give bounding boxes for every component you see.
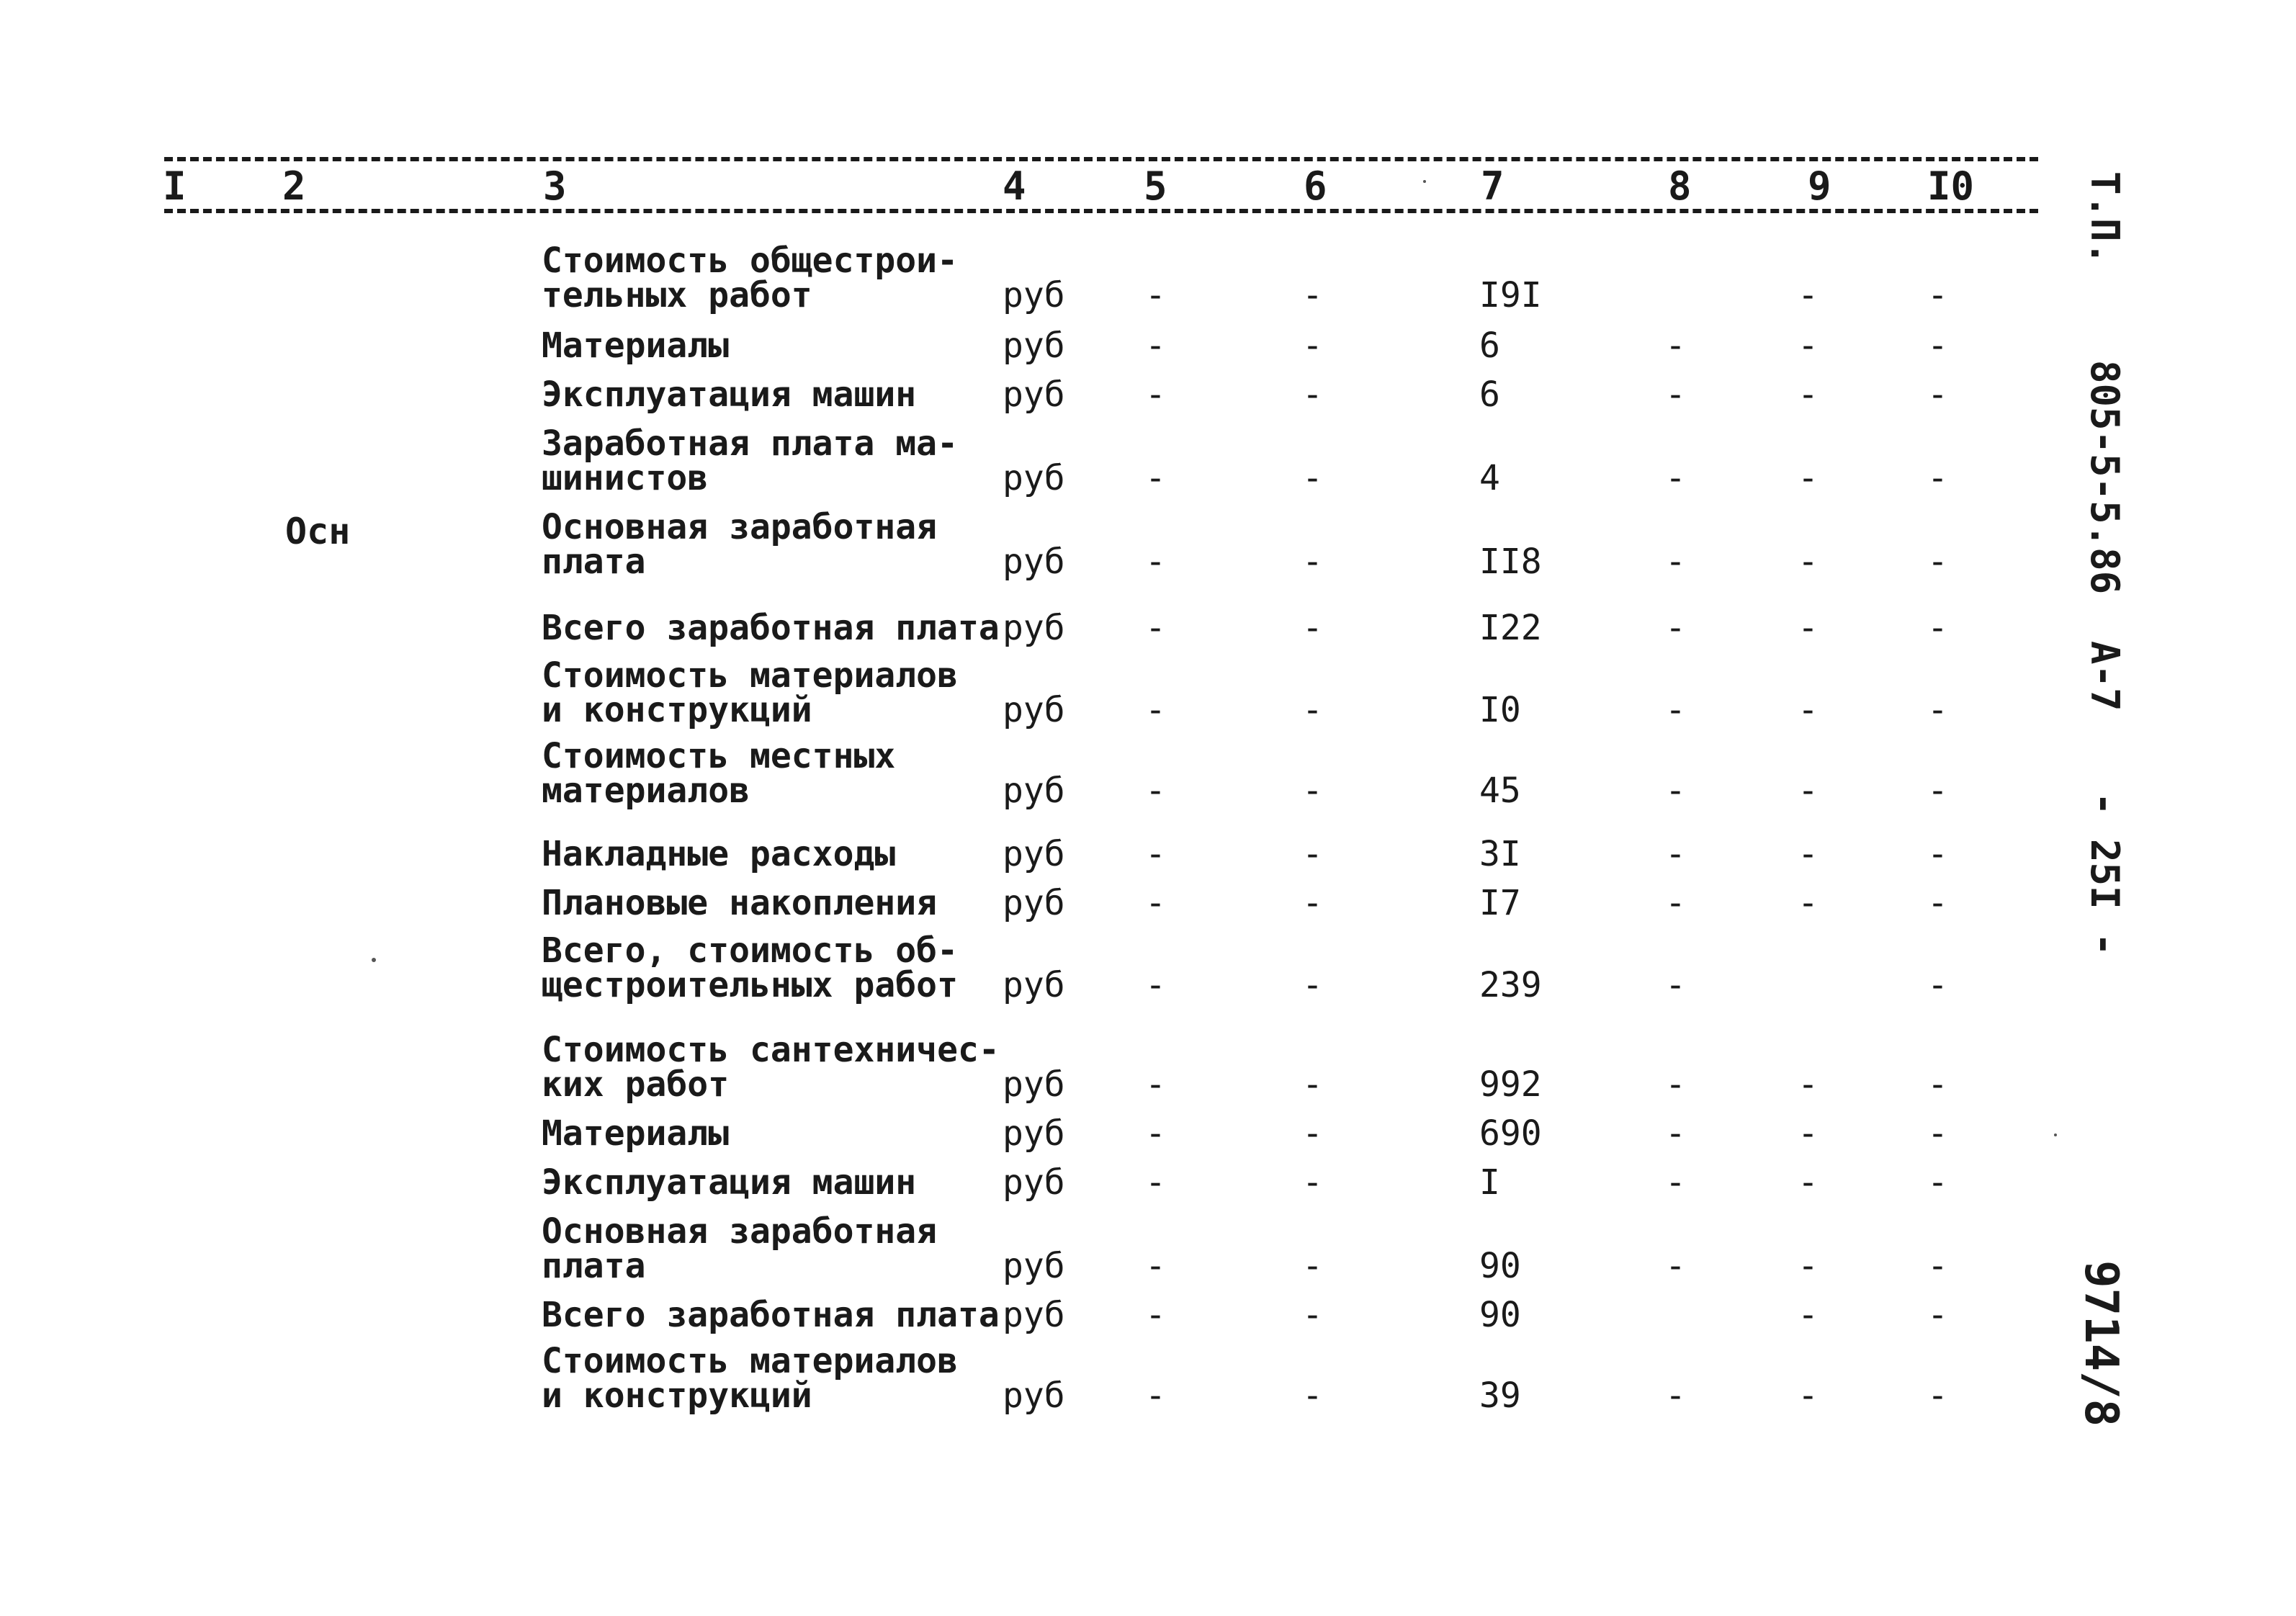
row-unit: руб <box>1003 275 1065 315</box>
row-col5: - <box>1145 1113 1166 1154</box>
row-col7: 690 <box>1479 1113 1542 1154</box>
row-description: Стоимость материалов и конструкций <box>542 1341 958 1416</box>
row-unit: руб <box>1003 326 1065 366</box>
row-col9: - <box>1798 1064 1819 1105</box>
row-unit: руб <box>1003 834 1065 874</box>
row-col9: - <box>1798 542 1819 582</box>
row-col10: - <box>1927 771 1948 811</box>
row-col6: - <box>1302 275 1323 315</box>
row-col7: I7 <box>1479 883 1521 923</box>
row-col6: - <box>1302 326 1323 366</box>
row-col10: - <box>1927 690 1948 730</box>
column-number-9: 9 <box>1808 163 1831 209</box>
side-page-number: - 25I - <box>2082 792 2127 956</box>
side-sheet-number: 9714/8 <box>2074 1260 2127 1427</box>
column-number-10: I0 <box>1927 163 1975 209</box>
row-col5: - <box>1145 1295 1166 1335</box>
row-col9: - <box>1798 883 1819 923</box>
column-number-6: 6 <box>1304 163 1327 209</box>
row-description: Стоимость местных материалов <box>542 736 896 811</box>
row-description: Плановые накопления <box>542 883 938 923</box>
row-col5: - <box>1145 834 1166 874</box>
row-col6: - <box>1302 883 1323 923</box>
row-code: Осн <box>285 511 351 552</box>
column-number-2: 2 <box>282 163 306 209</box>
row-description: Накладные расходы <box>542 834 896 874</box>
row-description: Всего заработная плата <box>542 1295 1000 1335</box>
row-col7: 90 <box>1479 1295 1521 1335</box>
row-col7: 6 <box>1479 326 1500 366</box>
row-col6: - <box>1302 834 1323 874</box>
row-col9: - <box>1798 771 1819 811</box>
header-bottom-rule <box>164 209 2038 213</box>
row-col7: 45 <box>1479 771 1521 811</box>
row-col10: - <box>1927 458 1948 498</box>
row-col7: I9I <box>1479 275 1542 315</box>
row-unit: руб <box>1003 1295 1065 1335</box>
row-col7: 239 <box>1479 965 1542 1005</box>
row-description: Эксплуатация машин <box>542 374 917 415</box>
row-col5: - <box>1145 374 1166 415</box>
row-description: Стоимость сантехничес- ких работ <box>542 1030 1000 1105</box>
row-col5: - <box>1145 542 1166 582</box>
scan-speck <box>2054 1134 2057 1136</box>
row-description: Заработная плата ма- шинистов <box>542 423 958 498</box>
row-col10: - <box>1927 965 1948 1005</box>
scan-speck <box>372 958 376 962</box>
side-project-number: 805-5-5.86 <box>2082 360 2127 595</box>
row-col5: - <box>1145 1064 1166 1105</box>
row-col6: - <box>1302 690 1323 730</box>
row-col6: - <box>1302 965 1323 1005</box>
row-unit: руб <box>1003 608 1065 648</box>
row-unit: руб <box>1003 458 1065 498</box>
row-description: Всего, стоимость об- щестроительных работ <box>542 930 958 1005</box>
column-number-5: 5 <box>1144 163 1167 209</box>
row-col9: - <box>1798 1162 1819 1203</box>
row-col10: - <box>1927 1064 1948 1105</box>
row-description: Основная заработная плата <box>542 507 938 582</box>
row-col7: II8 <box>1479 542 1542 582</box>
row-col10: - <box>1927 608 1948 648</box>
row-col5: - <box>1145 608 1166 648</box>
header-top-rule <box>164 157 2038 161</box>
row-col5: - <box>1145 883 1166 923</box>
row-col9: - <box>1798 275 1819 315</box>
row-col5: - <box>1145 771 1166 811</box>
column-number-3: 3 <box>543 163 567 209</box>
row-col6: - <box>1302 1113 1323 1154</box>
row-col10: - <box>1927 1295 1948 1335</box>
column-number-1: I <box>163 163 187 209</box>
row-col7: 39 <box>1479 1375 1521 1416</box>
row-col8: - <box>1665 608 1686 648</box>
row-description: Эксплуатация машин <box>542 1162 917 1203</box>
row-col6: - <box>1302 542 1323 582</box>
row-description: Всего заработная плата <box>542 608 1000 648</box>
row-col5: - <box>1145 965 1166 1005</box>
row-col8: - <box>1665 1246 1686 1286</box>
row-col8: - <box>1665 834 1686 874</box>
row-col6: - <box>1302 1295 1323 1335</box>
row-col9: - <box>1798 1375 1819 1416</box>
row-col7: 90 <box>1479 1246 1521 1286</box>
row-unit: руб <box>1003 1375 1065 1416</box>
row-description: Стоимость общестрои- тельных работ <box>542 241 958 315</box>
row-col10: - <box>1927 326 1948 366</box>
row-col9: - <box>1798 458 1819 498</box>
row-col10: - <box>1927 1162 1948 1203</box>
row-unit: руб <box>1003 1162 1065 1203</box>
row-col8: - <box>1665 690 1686 730</box>
row-col6: - <box>1302 458 1323 498</box>
row-col9: - <box>1798 1246 1819 1286</box>
row-col7: 992 <box>1479 1064 1542 1105</box>
row-col7: I22 <box>1479 608 1542 648</box>
row-col8: - <box>1665 542 1686 582</box>
row-col5: - <box>1145 1375 1166 1416</box>
scan-speck <box>1423 180 1426 183</box>
row-col8: - <box>1665 326 1686 366</box>
row-col7: I <box>1479 1162 1500 1203</box>
side-tp: Т.П. <box>2082 171 2127 266</box>
row-col7: 3I <box>1479 834 1521 874</box>
row-col5: - <box>1145 326 1166 366</box>
row-unit: руб <box>1003 965 1065 1005</box>
row-col5: - <box>1145 1162 1166 1203</box>
row-col10: - <box>1927 834 1948 874</box>
row-description: Основная заработная плата <box>542 1211 938 1286</box>
row-col6: - <box>1302 1064 1323 1105</box>
row-description: Материалы <box>542 326 730 366</box>
row-unit: руб <box>1003 1113 1065 1154</box>
column-number-8: 8 <box>1668 163 1692 209</box>
column-number-4: 4 <box>1003 163 1026 209</box>
row-col6: - <box>1302 1162 1323 1203</box>
row-col10: - <box>1927 1113 1948 1154</box>
row-col7: I0 <box>1479 690 1521 730</box>
column-number-7: 7 <box>1481 163 1504 209</box>
row-col9: - <box>1798 374 1819 415</box>
row-col10: - <box>1927 1246 1948 1286</box>
row-col10: - <box>1927 542 1948 582</box>
row-col8: - <box>1665 374 1686 415</box>
row-col7: 4 <box>1479 458 1500 498</box>
row-col10: - <box>1927 1375 1948 1416</box>
row-col5: - <box>1145 458 1166 498</box>
row-col9: - <box>1798 690 1819 730</box>
row-col6: - <box>1302 608 1323 648</box>
row-col10: - <box>1927 275 1948 315</box>
row-col9: - <box>1798 608 1819 648</box>
row-col8: - <box>1665 1375 1686 1416</box>
row-col8: - <box>1665 771 1686 811</box>
side-album: А-7 <box>2082 641 2127 712</box>
row-col9: - <box>1798 834 1819 874</box>
row-col5: - <box>1145 690 1166 730</box>
row-unit: руб <box>1003 690 1065 730</box>
row-unit: руб <box>1003 1246 1065 1286</box>
row-col6: - <box>1302 1246 1323 1286</box>
row-unit: руб <box>1003 374 1065 415</box>
row-col9: - <box>1798 1113 1819 1154</box>
row-description: Материалы <box>542 1113 730 1154</box>
row-col10: - <box>1927 374 1948 415</box>
row-col9: - <box>1798 1295 1819 1335</box>
row-col8: - <box>1665 1064 1686 1105</box>
row-col6: - <box>1302 771 1323 811</box>
row-col7: 6 <box>1479 374 1500 415</box>
row-col8: - <box>1665 1113 1686 1154</box>
row-col6: - <box>1302 374 1323 415</box>
row-col6: - <box>1302 1375 1323 1416</box>
row-unit: руб <box>1003 542 1065 582</box>
row-unit: руб <box>1003 1064 1065 1105</box>
row-col8: - <box>1665 1162 1686 1203</box>
row-col9: - <box>1798 326 1819 366</box>
row-col5: - <box>1145 275 1166 315</box>
row-col10: - <box>1927 883 1948 923</box>
row-col8: - <box>1665 965 1686 1005</box>
row-unit: руб <box>1003 883 1065 923</box>
row-col5: - <box>1145 1246 1166 1286</box>
row-description: Стоимость материалов и конструкций <box>542 655 958 730</box>
row-unit: руб <box>1003 771 1065 811</box>
row-col8: - <box>1665 883 1686 923</box>
row-col8: - <box>1665 458 1686 498</box>
